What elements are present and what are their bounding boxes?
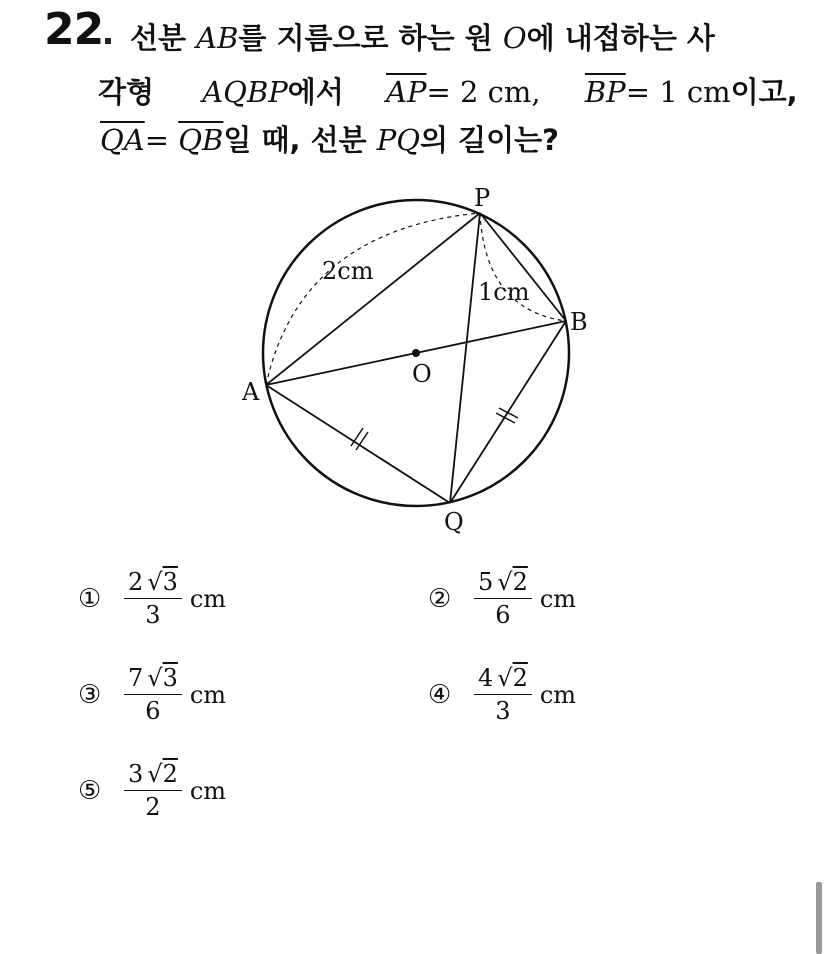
- choice-1-radicand: 3: [162, 568, 178, 596]
- sqrt-symbol: √: [147, 664, 163, 692]
- question-text: 선분: [130, 21, 197, 55]
- choice-5-coef: 3: [128, 760, 144, 788]
- choice-4[interactable]: [428, 664, 576, 725]
- choice-5[interactable]: [78, 760, 226, 821]
- center-point: [412, 349, 420, 357]
- sqrt-symbol: √: [147, 568, 163, 596]
- label-bp-length: 1cm: [478, 278, 530, 306]
- math-bp-value: = 1 cm: [625, 75, 731, 109]
- choice-5-radicand: 2: [162, 760, 178, 788]
- label-o: O: [412, 360, 432, 388]
- math-ap-value: = 2 cm,: [426, 75, 541, 109]
- math-pq: PQ: [376, 123, 421, 157]
- scrollbar-thumb[interactable]: [816, 882, 822, 954]
- label-ap-length: 2cm: [322, 257, 374, 285]
- label-b: B: [570, 308, 588, 336]
- choice-4-marker: ④: [428, 679, 452, 710]
- question-text: 에 내접하는 사: [526, 21, 715, 55]
- choice-2-denominator: 6: [495, 601, 511, 629]
- math-aqbp: AQBP: [202, 75, 288, 109]
- math-bp-segment: $\overline{BP}$: [584, 75, 626, 109]
- label-q: Q: [444, 508, 464, 536]
- choice-5-marker: ⑤: [78, 775, 102, 806]
- choice-2-marker: ②: [428, 583, 452, 614]
- choice-1-coef: 2: [128, 568, 144, 596]
- choice-2-numerator: [474, 568, 532, 599]
- choice-4-coef: 4: [478, 664, 494, 692]
- math-o: O: [502, 21, 527, 55]
- choice-5-unit: cm: [189, 776, 227, 805]
- choice-3-coef: 7: [128, 664, 144, 692]
- question-text: 의 길이는?: [420, 123, 559, 157]
- question-text: 각형: [98, 75, 165, 109]
- choice-3-numerator: [124, 664, 182, 695]
- choice-3-unit: cm: [189, 680, 227, 709]
- choice-5-denominator: 2: [145, 793, 161, 821]
- label-a: A: [242, 378, 260, 406]
- choice-1[interactable]: [78, 568, 226, 629]
- choice-3-fraction: [124, 664, 182, 725]
- math-qb-segment: $\overline{QB}$: [178, 123, 224, 157]
- question-text: 이고,: [730, 75, 798, 109]
- choice-1-fraction: [124, 568, 182, 629]
- choice-4-denominator: 3: [495, 697, 511, 725]
- question-text: 에서: [287, 75, 354, 109]
- choice-5-fraction: [124, 760, 182, 821]
- math-ab: AB: [196, 21, 239, 55]
- choice-4-radicand: 2: [512, 664, 528, 692]
- choice-3-marker: ③: [78, 679, 102, 710]
- question-number-text: 22: [44, 4, 104, 55]
- choice-4-numerator: [474, 664, 532, 695]
- choice-2[interactable]: [428, 568, 576, 629]
- math-qa-segment: $\overline{QA}$: [100, 123, 145, 157]
- question-text: 일 때, 선분: [223, 123, 377, 157]
- choice-4-unit: cm: [539, 680, 577, 709]
- choice-2-unit: cm: [539, 584, 577, 613]
- choice-5-numerator: [124, 760, 182, 791]
- choice-2-radicand: 2: [512, 568, 528, 596]
- choice-3-radicand: 3: [162, 664, 178, 692]
- math-ap-segment: $\overline{AP}$: [386, 75, 427, 109]
- choice-3[interactable]: [78, 664, 226, 725]
- choice-1-denominator: 3: [145, 601, 161, 629]
- segment-ap: [266, 213, 480, 385]
- tick-mark-aq: [351, 428, 368, 450]
- question-text: 를 지름으로 하는 원: [238, 21, 503, 55]
- choice-2-fraction: [474, 568, 532, 629]
- math-equals: =: [144, 123, 179, 157]
- choice-4-fraction: [474, 664, 532, 725]
- sqrt-symbol: √: [147, 760, 163, 788]
- tick-mark-qb: [496, 408, 518, 423]
- segment-pq: [450, 213, 480, 503]
- label-p: P: [474, 184, 491, 212]
- choice-3-denominator: 6: [145, 697, 161, 725]
- choice-1-marker: ①: [78, 583, 102, 614]
- sqrt-symbol: √: [497, 664, 513, 692]
- choice-2-coef: 5: [478, 568, 494, 596]
- choice-1-numerator: [124, 568, 182, 599]
- sqrt-symbol: √: [497, 568, 513, 596]
- choice-1-unit: cm: [189, 584, 227, 613]
